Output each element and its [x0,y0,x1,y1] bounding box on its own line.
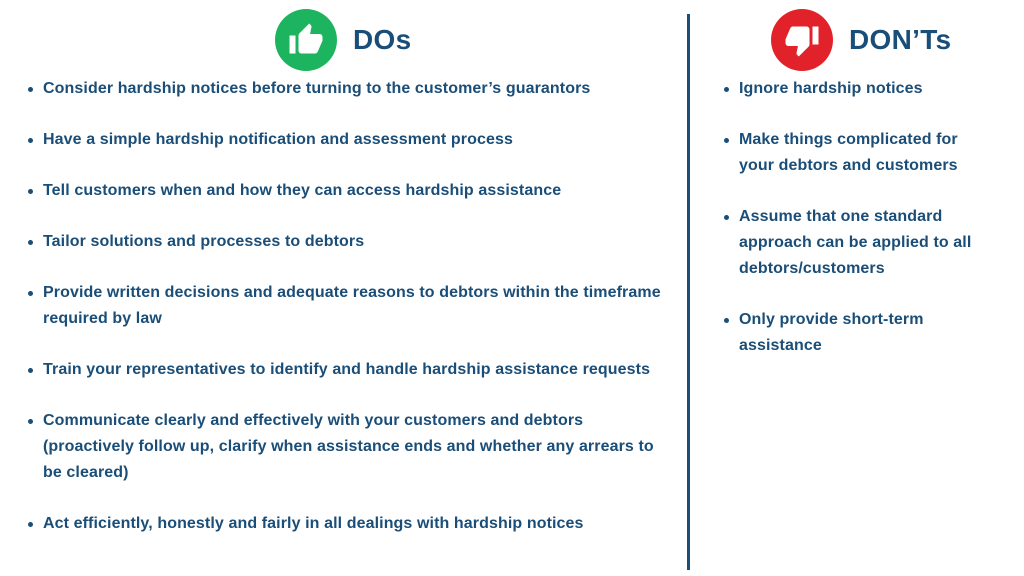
list-item-text: Consider hardship notices before turning to the customer’s guarantors [43,80,591,97]
list-item-text: Train your representatives to identify and handle hardship assistance requests [43,361,651,378]
donts-header [771,9,951,71]
list-item [26,280,676,332]
donts-list [722,76,984,359]
bullet-dot [28,419,33,424]
bullet-dot [28,138,33,143]
list-item-text: Communicate clearly and effectively with your customers and debtors (proactively follow up, clarify when assistance ends and whether any arrears to be cleared) [43,412,654,481]
list-item-text: Provide written decisions and adequate reasons to debtors within the timeframe required by law [43,284,661,327]
list-item [722,76,984,102]
list-item [26,178,676,204]
list-item [26,408,676,486]
bullet-dot [28,189,33,194]
list-item [26,229,676,255]
list-item [722,307,984,359]
donts-heading: DON’Ts [849,24,952,55]
bullet-dot [28,291,33,296]
donts-column [722,76,984,359]
dos-header [275,9,411,71]
bullet-dot [28,522,33,527]
dos-column [26,76,676,537]
bullet-dot [724,138,729,143]
list-item-text: Have a simple hardship notification and assessment process [43,131,513,148]
bullet-dot [28,87,33,92]
list-item-text: Assume that one standard approach can be applied to all debtors/customers [739,208,972,277]
list-item [722,127,984,179]
bullet-dot [28,368,33,373]
list-item-text: Tailor solutions and processes to debtors [43,233,365,250]
list-item-text: Only provide short-term assistance [739,311,924,354]
list-item-text: Act efficiently, honestly and fairly in all dealings with hardship notices [43,515,584,532]
list-item [26,76,676,102]
list-item-text: Make things complicated for your debtors and customers [739,131,958,174]
bullet-dot [724,318,729,323]
dos-heading: DOs [353,24,412,55]
thumbs-up-icon [275,9,337,71]
list-item [26,357,676,383]
bullet-dot [28,240,33,245]
list-item [26,511,676,537]
column-divider [687,14,690,570]
list-item-text: Ignore hardship notices [739,80,923,97]
bullet-dot [724,215,729,220]
list-item [26,127,676,153]
list-item [722,204,984,282]
dos-list [26,76,676,537]
bullet-dot [724,87,729,92]
list-item-text: Tell customers when and how they can access hardship assistance [43,182,562,199]
thumbs-down-icon [771,9,833,71]
